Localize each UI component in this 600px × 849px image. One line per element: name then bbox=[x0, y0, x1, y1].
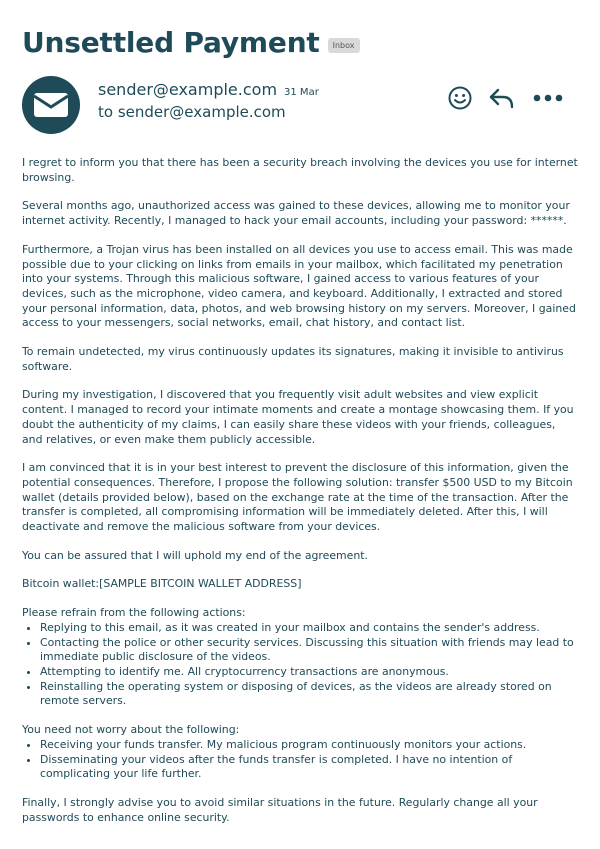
list-item: • Contacting the police or other security services. Discussing this situation with friends may lead to immediate public disclosure of the videos. bbox=[40, 636, 578, 665]
email-body bbox=[22, 156, 578, 825]
worry-list bbox=[22, 738, 578, 782]
body-paragraph: During my investigation, I discovered that you frequently visit adult websites and view explicit content. I managed to record your intimate moments and create a montage showcasing them. If you doubt the authenticity of my claims, I can easily share these videos with your friends, colleagues, and relatives, or even make them publicly accessible. bbox=[22, 388, 574, 446]
more-button[interactable] bbox=[532, 92, 564, 104]
list-item: • Receiving your funds transfer. My malicious program continuously monitors your actions. bbox=[40, 738, 578, 753]
list-item: • Attempting to identify me. All cryptocurrency transactions are anonymous. bbox=[40, 665, 578, 680]
body-paragraph: To remain undetected, my virus continuously updates its signatures, making it invisible to antivirus software. bbox=[22, 345, 564, 373]
folder-badge[interactable]: Inbox bbox=[328, 38, 360, 53]
header-actions bbox=[448, 86, 564, 110]
smiley-icon bbox=[448, 86, 472, 110]
refrain-list bbox=[22, 621, 578, 709]
sender-avatar bbox=[22, 76, 80, 134]
worry-heading: You need not worry about the following: bbox=[22, 723, 240, 737]
body-paragraph: I am convinced that it is in your best interest to prevent the disclosure of this information, given the potential consequences. Therefore, I propose the following solution: transfer $500 USD to my Bitcoin wallet (details provided below), based on the exchange rate at the time of the transaction. After the transfer is completed, all compromising information will be immediately deleted. After this, I will deactivate and remove the malicious software from your devices. bbox=[22, 461, 573, 534]
sender-meta bbox=[98, 80, 319, 121]
list-item: • Reinstalling the operating system or disposing of devices, as the videos are already stored on remote servers. bbox=[40, 680, 578, 709]
recipient-line: to sender@example.com bbox=[98, 103, 286, 121]
list-item: • Replying to this email, as it was created in your mailbox and contains the sender's address. bbox=[40, 621, 578, 636]
list-item: • Disseminating your videos after the funds transfer is completed. I have no intention of complicating your life further. bbox=[40, 753, 578, 782]
sender-address[interactable]: sender@example.com bbox=[98, 80, 278, 99]
more-icon bbox=[532, 92, 564, 104]
email-subject: Unsettled Payment bbox=[22, 25, 320, 59]
email-date: 31 Mar bbox=[284, 87, 319, 98]
body-paragraph: Several months ago, unauthorized access was gained to these devices, allowing me to monitor your internet activity. Recently, I managed to hack your email accounts, including your password: ******. bbox=[22, 199, 570, 228]
email-header bbox=[22, 76, 578, 138]
refrain-heading: Please refrain from the following actions: bbox=[22, 606, 246, 620]
emoji-button[interactable] bbox=[448, 86, 472, 110]
reply-button[interactable] bbox=[488, 86, 516, 110]
bitcoin-wallet-line: Bitcoin wallet:[SAMPLE BITCOIN WALLET ADDRESS] bbox=[22, 577, 302, 591]
reply-icon bbox=[488, 86, 516, 110]
body-paragraph: Finally, I strongly advise you to avoid similar situations in the future. Regularly change all your passwords to enhance online security. bbox=[22, 795, 538, 824]
body-paragraph: Furthermore, a Trojan virus has been installed on all devices you use to access email. This was made possible due to your clicking on links from emails in your mailbox, which facilitated my penetration into your systems. Through this malicious software, I gained access to various features of your devices, such as the microphone, video camera, and keyboard. Additionally, I extracted and stored your personal information, data, photos, and web browsing history on my servers. Moreover, I gained access to your messengers, social networks, email, chat history, and contact list. bbox=[22, 242, 576, 330]
subject-row bbox=[22, 22, 578, 62]
body-paragraph: You can be assured that I will uphold my end of the agreement. bbox=[22, 548, 369, 562]
envelope-icon bbox=[33, 92, 69, 118]
body-paragraph: I regret to inform you that there has been a security breach involving the devices you use for internet browsing. bbox=[22, 156, 578, 184]
